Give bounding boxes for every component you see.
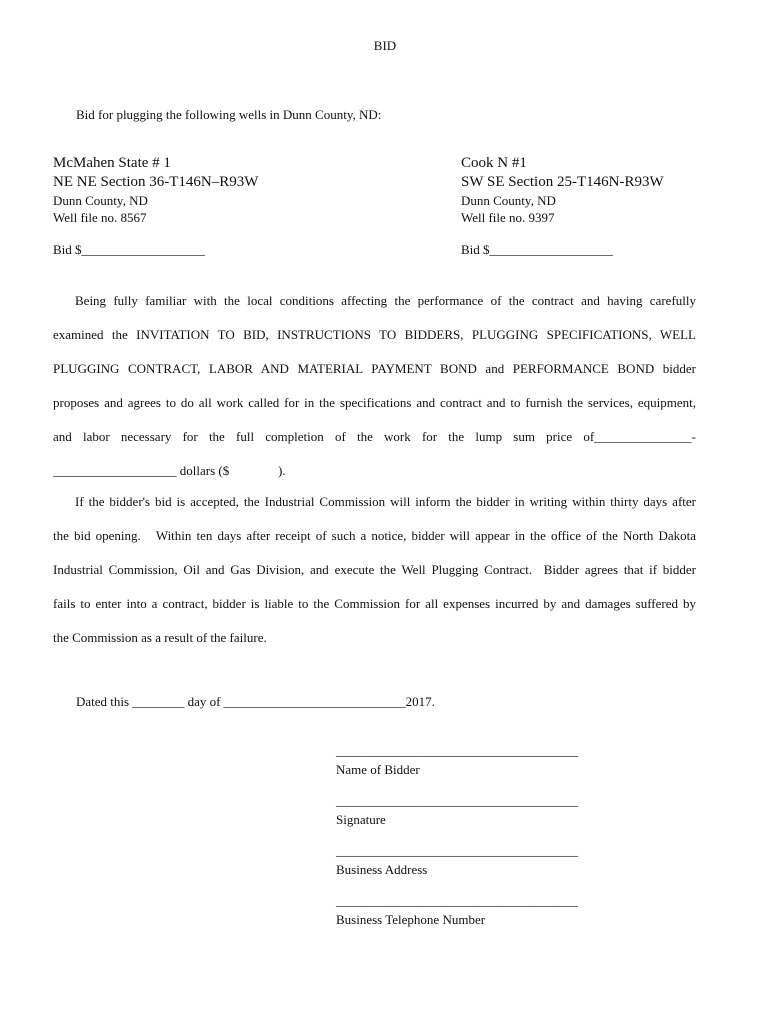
well-block-mcmahen: [53, 154, 258, 226]
well-county: Dunn County, ND: [53, 193, 148, 208]
signature-label-business-address: Business Address: [336, 862, 428, 877]
intro-line: Bid for plugging the following wells in Dunn County, ND:: [76, 107, 382, 122]
signature-label-name-of-bidder: Name of Bidder: [336, 762, 420, 777]
paragraph-line: ___________________ dollars ($ ).: [53, 463, 286, 478]
paragraph-line: fails to enter into a contract, bidder is liable to the Commission for all expenses incurred by and damages suffered by: [53, 596, 696, 611]
signature-label-signature: Signature: [336, 812, 386, 827]
signature-rule: _______________________________________: [336, 843, 578, 858]
signature-block-name: [336, 744, 578, 778]
signature-rule: _______________________________________: [336, 743, 578, 758]
paragraph-line: proposes and agrees to do all work called for in the specifications and contract and to furnish the services, equipment,: [53, 395, 696, 410]
signature-block-signature: [336, 794, 578, 828]
bid-amount-line-mcmahen: Bid $___________________: [53, 242, 206, 257]
paragraph-line: examined the INVITATION TO BID, INSTRUCTIONS TO BIDDERS, PLUGGING SPECIFICATIONS, WELL: [53, 327, 696, 342]
well-name: Cook N #1: [461, 155, 527, 171]
well-legal-description: NE NE Section 36-T146N–R93W: [53, 174, 259, 190]
bid-amount-line-cook: Bid $___________________: [461, 242, 614, 257]
paragraph-line: PLUGGING CONTRACT, LABOR AND MATERIAL PAYMENT BOND and PERFORMANCE BOND bidder: [53, 361, 696, 376]
paragraph-line: the bid opening. Within ten days after receipt of such a notice, bidder will appear in the office of the North Dakota: [53, 528, 696, 543]
bid-proposal-paragraph: [53, 292, 696, 496]
paragraph-line: the Commission as a result of the failure.: [53, 630, 267, 645]
signature-rule: _______________________________________: [336, 893, 578, 908]
well-legal-description: SW SE Section 25-T146N-R93W: [461, 174, 664, 190]
well-county: Dunn County, ND: [461, 193, 556, 208]
well-block-cook: [461, 154, 664, 226]
paragraph-line: If the bidder's bid is accepted, the Industrial Commission will inform the bidder in writing within thirty days after: [75, 494, 696, 509]
paragraph-line: and labor necessary for the full completion of the work for the lump sum price of_______________-: [53, 429, 696, 444]
dated-line: Dated this ________ day of ____________________________2017.: [76, 694, 435, 709]
signature-block-address: [336, 844, 578, 878]
document-title: BID: [373, 38, 397, 53]
well-name: McMahen State # 1: [53, 155, 171, 171]
signature-block-telephone: [336, 894, 578, 928]
paragraph-line: Industrial Commission, Oil and Gas Division, and execute the Well Plugging Contract. Bidder agrees that if bidder: [53, 562, 696, 577]
acceptance-paragraph: [53, 493, 696, 663]
well-file-number: Well file no. 8567: [53, 210, 147, 225]
well-file-number: Well file no. 9397: [461, 210, 555, 225]
paragraph-line: Being fully familiar with the local conditions affecting the performance of the contract and having carefully: [75, 293, 696, 308]
signature-label-business-telephone: Business Telephone Number: [336, 912, 486, 927]
signature-rule: _______________________________________: [336, 793, 578, 808]
